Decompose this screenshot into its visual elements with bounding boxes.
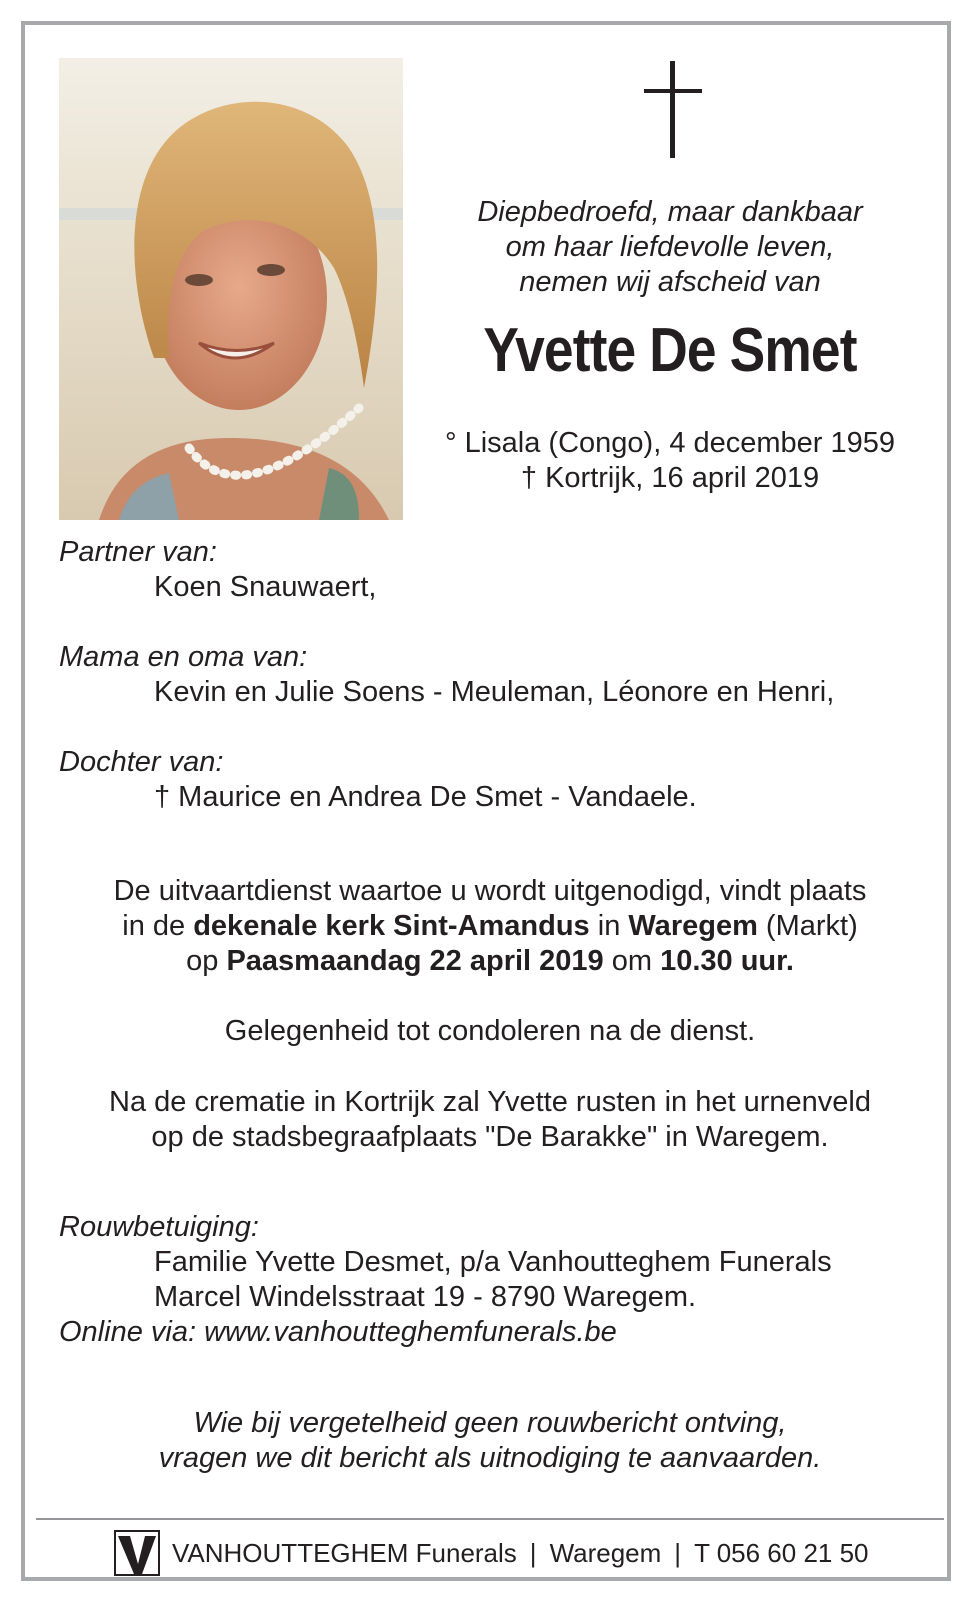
relation-value: † Maurice en Andrea De Smet - Vandaele. xyxy=(154,781,697,813)
relation-dochter xyxy=(59,745,939,815)
relation-label: Mama en oma van: xyxy=(59,641,308,673)
intro-line-3: nemen wij afscheid van xyxy=(519,266,821,298)
condolence-address xyxy=(59,1210,939,1350)
cross-icon xyxy=(644,61,702,158)
cremation-line-1: Na de crematie in Kortrijk zal Yvette rusten in het urnenveld xyxy=(109,1086,871,1118)
relation-partner xyxy=(59,535,939,605)
footer xyxy=(114,1528,869,1578)
deceased-name: Yvette De Smet xyxy=(483,316,857,385)
footer-separator: | xyxy=(674,1537,682,1568)
funeral-time: 10.30 uur. xyxy=(660,945,794,977)
birth-date: ° Lisala (Congo), 4 december 1959 xyxy=(444,427,896,459)
footer-divider xyxy=(36,1518,944,1520)
death-date: † Kortrijk, 16 april 2019 xyxy=(520,462,820,494)
intro-line-2: om haar liefdevolle leven, xyxy=(505,231,835,263)
town-name: Waregem xyxy=(628,910,758,942)
footer-phone: T 056 60 21 50 xyxy=(694,1537,869,1568)
online-link[interactable]: Online via: www.vanhoutteghemfunerals.be xyxy=(59,1316,617,1348)
relation-value: Koen Snauwaert, xyxy=(154,571,377,603)
relation-label: Partner van: xyxy=(59,536,217,568)
portrait-photo xyxy=(59,58,403,520)
funeral-info xyxy=(30,874,950,979)
relation-mama-oma xyxy=(59,640,939,710)
footer-separator: | xyxy=(529,1537,537,1568)
footer-company: VANHOUTTEGHEM Funerals xyxy=(172,1537,517,1568)
closing-line-2: vragen we dit bericht als uitnodiging te aanvaarden. xyxy=(158,1442,822,1474)
cremation-info xyxy=(30,1085,950,1155)
funeral-line-2: in de dekenale kerk Sint-Amandus in Waregem (Markt) xyxy=(122,910,858,942)
closing-line-1: Wie bij vergetelheid geen rouwbericht ontving, xyxy=(193,1407,787,1439)
vanhoutteghem-logo-icon xyxy=(114,1530,160,1576)
cremation-line-2: op de stadsbegraafplaats "De Barakke" in Waregem. xyxy=(151,1121,829,1153)
church-name: dekenale kerk Sint-Amandus xyxy=(193,910,590,942)
rouw-label: Rouwbetuiging: xyxy=(59,1211,259,1243)
rouw-line-1: Familie Yvette Desmet, p/a Vanhoutteghem Funerals xyxy=(154,1246,832,1278)
funeral-line-1: De uitvaartdienst waartoe u wordt uitgenodigd, vindt plaats xyxy=(113,875,867,907)
rouw-line-2: Marcel Windelsstraat 19 - 8790 Waregem. xyxy=(154,1281,697,1313)
funeral-date: Paasmaandag 22 april 2019 xyxy=(226,945,604,977)
life-dates xyxy=(420,426,920,496)
intro-line-1: Diepbedroefd, maar dankbaar xyxy=(477,196,863,228)
intro-text xyxy=(430,195,910,300)
relation-label: Dochter van: xyxy=(59,746,224,778)
relation-value: Kevin en Julie Soens - Meuleman, Léonore en Henri, xyxy=(154,676,835,708)
funeral-line-3: op Paasmaandag 22 april 2019 om 10.30 uur. xyxy=(186,945,794,977)
condolence-text: Gelegenheid tot condoleren na de dienst. xyxy=(224,1015,756,1047)
footer-city: Waregem xyxy=(549,1537,662,1568)
closing-note xyxy=(30,1406,950,1476)
